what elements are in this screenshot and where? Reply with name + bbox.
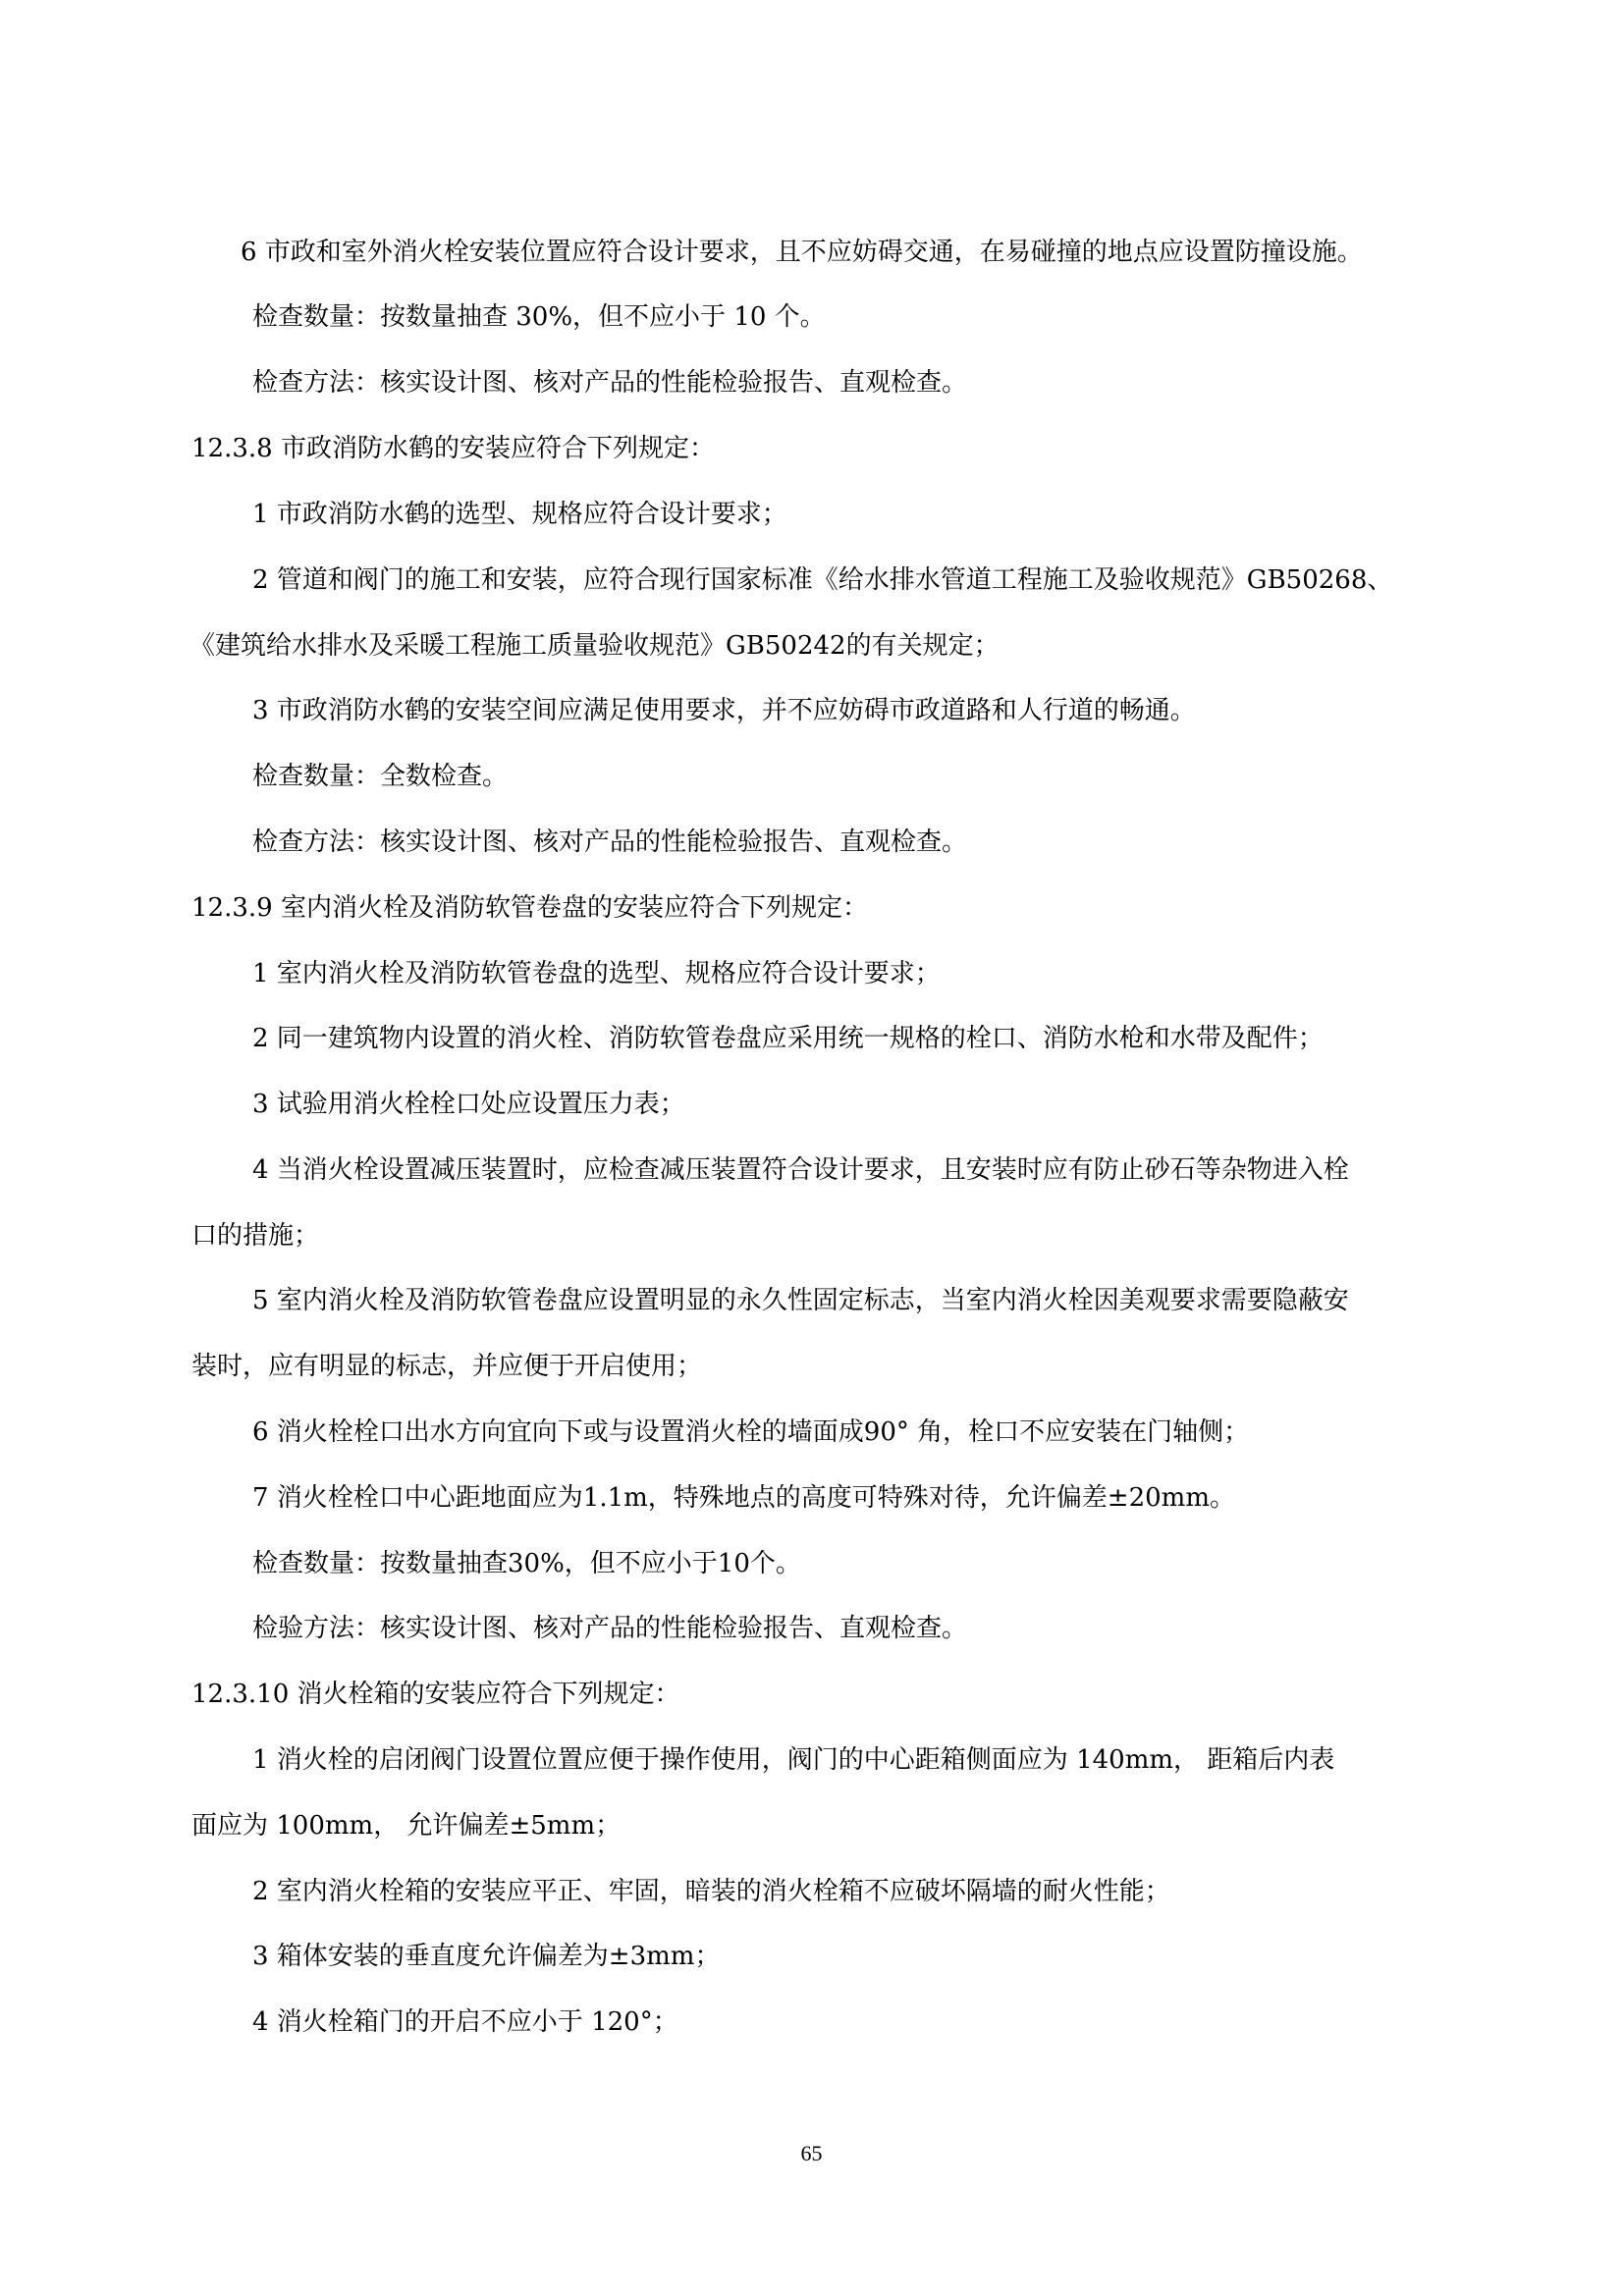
paragraph-line: 5 室内消火栓及消防软管卷盘应设置明显的永久性固定标志，当室内消火栓因美观要求需要隐蔽安: [252, 1286, 1349, 1315]
paragraph-line: 1 消火栓的启闭阀门设置位置应便于操作使用，阀门的中心距箱侧面应为 140mm， 距箱后内表: [252, 1745, 1335, 1775]
section-heading: 12.3.9 室内消火栓及消防软管卷盘的安装应符合下列规定：: [191, 893, 868, 923]
paragraph-line: 3 市政消防水鹤的安装空间应满足使用要求，并不应妨碍市政道路和人行道的畅通。: [252, 696, 1196, 725]
paragraph-line: 4 当消火栓设置减压装置时，应检查减压装置符合设计要求，且安装时应有防止砂石等杂物进入栓: [252, 1155, 1349, 1185]
paragraph-line: 面应为 100mm， 允许偏差±5mm；: [191, 1811, 622, 1841]
paragraph-line: 检查数量：全数检查。: [252, 762, 509, 791]
paragraph-line: 检验方法：核实设计图、核对产品的性能检验报告、直观检查。: [252, 1614, 968, 1643]
paragraph-line: 检查方法：核实设计图、核对产品的性能检验报告、直观检查。: [252, 828, 968, 857]
paragraph-line: 检查数量：按数量抽查30%，但不应小于10个。: [252, 1549, 801, 1578]
paragraph-line: 1 市政消防水鹤的选型、规格应符合设计要求；: [252, 500, 787, 529]
paragraph-line: 3 箱体安装的垂直度允许偏差为±3mm；: [252, 1942, 721, 1971]
paragraph-line: 3 试验用消火栓栓口处应设置压力表；: [252, 1090, 685, 1119]
paragraph-line: 2 同一建筑物内设置的消火栓、消防软管卷盘应采用统一规格的栓口、消防水枪和水带及配件；: [252, 1024, 1324, 1053]
paragraph-line: 4 消火栓箱门的开启不应小于 120°；: [252, 2007, 678, 2037]
paragraph-line: 装时，应有明显的标志，并应便于开启使用；: [191, 1352, 703, 1381]
page-number: 65: [800, 2141, 823, 2165]
section-heading: 12.3.10 消火栓箱的安装应符合下列规定：: [191, 1680, 680, 1709]
paragraph-line: 7 消火栓栓口中心距地面应为1.1m，特殊地点的高度可特殊对待，允许偏差±20mm。: [252, 1483, 1235, 1513]
paragraph-line: 口的措施；: [191, 1221, 320, 1251]
paragraph-line: 检查数量：按数量抽查 30%，但不应小于 10 个。: [252, 302, 826, 332]
paragraph-line: 1 室内消火栓及消防软管卷盘的选型、规格应符合设计要求；: [252, 959, 941, 988]
paragraph-line: 2 管道和阀门的施工和安装，应符合现行国家标准《给水排水管道工程施工及验收规范》GB50268、: [252, 565, 1393, 595]
paragraph-line: 检查方法：核实设计图、核对产品的性能检验报告、直观检查。: [252, 368, 968, 398]
paragraph-line: 2 室内消火栓箱的安装应平正、牢固，暗装的消火栓箱不应破坏隔墙的耐火性能；: [252, 1877, 1170, 1906]
paragraph-line: 6 消火栓栓口出水方向宜向下或与设置消火栓的墙面成90° 角，栓口不应安装在门轴侧；: [252, 1417, 1250, 1447]
paragraph-line: 《建筑给水排水及采暖工程施工质量验收规范》GB50242的有关规定；: [189, 631, 1000, 661]
section-heading: 12.3.8 市政消防水鹤的安装应符合下列规定：: [191, 434, 715, 463]
paragraph-line: 6 市政和室外消火栓安装位置应符合设计要求，且不应妨碍交通，在易碰撞的地点应设置防撞设施。: [241, 238, 1363, 267]
